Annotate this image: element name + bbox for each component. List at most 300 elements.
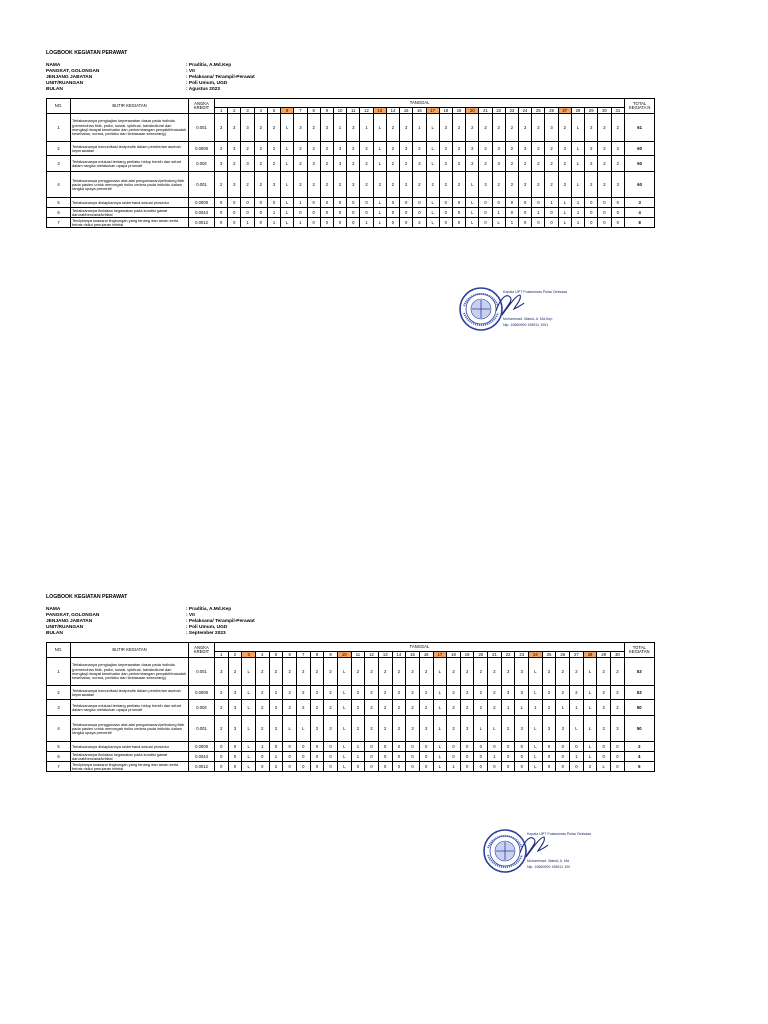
day-header: 3 (241, 108, 254, 114)
credit-value: 0.0008 (189, 142, 215, 156)
day-value: L (433, 686, 447, 700)
day-value: 0 (439, 208, 452, 218)
day-value: 0 (386, 208, 399, 218)
day-header: 11 (347, 108, 360, 114)
day-value: 2 (542, 658, 556, 686)
row-number: 7 (47, 762, 71, 772)
day-value: 0 (307, 208, 320, 218)
day-value: 2 (611, 700, 625, 716)
day-value: 3 (215, 658, 229, 686)
total-value: 50 (624, 700, 654, 716)
day-value: 2 (392, 658, 406, 686)
day-value: 2 (324, 686, 338, 700)
day-value: 0 (439, 218, 452, 228)
day-value: 0 (452, 208, 465, 218)
info-label: PANGKAT, GOLONGAN (46, 612, 100, 618)
day-value: L (466, 218, 479, 228)
day-value: 3 (519, 142, 532, 156)
day-value: 0 (296, 752, 310, 762)
day-value: 1 (571, 218, 584, 228)
row-number: 2 (47, 686, 71, 700)
day-value: 2 (365, 716, 379, 742)
day-value: 2 (373, 172, 386, 198)
day-header: 6 (283, 652, 297, 658)
day-value: 3 (439, 114, 452, 142)
day-value: 0 (570, 742, 584, 752)
day-value: 2 (460, 686, 474, 700)
day-value: 2 (378, 686, 392, 700)
day-header: 6 (281, 108, 294, 114)
day-value: 0 (333, 208, 346, 218)
day-value: 0 (333, 198, 346, 208)
day-value: 0 (254, 208, 267, 218)
signatory-nip: Nip. 19660909 198911 100 (527, 865, 571, 869)
day-value: L (488, 716, 502, 742)
day-value: L (583, 742, 597, 752)
day-value: 2 (413, 218, 426, 228)
info-value: : Poli Umum, UGD (186, 80, 228, 86)
day-header: 2 (228, 652, 242, 658)
day-value: 2 (310, 658, 324, 686)
day-value: 2 (254, 156, 267, 172)
day-value: 3 (347, 172, 360, 198)
day-value: 0 (488, 762, 502, 772)
day-header: 29 (597, 652, 611, 658)
day-value: 0 (501, 742, 515, 752)
day-value: 0 (413, 208, 426, 218)
activity-description: Terlaksananya komunikasi terapeutik dalam pemberian asuhan keperawatan (71, 686, 189, 700)
day-value: 3 (241, 156, 254, 172)
day-value: 0 (215, 742, 229, 752)
day-value: 0 (447, 742, 461, 752)
day-value: L (373, 198, 386, 208)
day-value: 1 (269, 752, 283, 762)
day-header: 10 (337, 652, 351, 658)
day-value: 2 (479, 142, 492, 156)
info-label: NAMA (46, 607, 61, 612)
logbook-sheet-september (46, 592, 654, 772)
day-header: 17 (433, 652, 447, 658)
day-value: 0 (542, 752, 556, 762)
day-value: 0 (400, 218, 413, 228)
day-value: 3 (320, 114, 333, 142)
info-value: : Agustus 2023 (186, 86, 220, 92)
day-value: 0 (501, 762, 515, 772)
day-value: L (242, 762, 256, 772)
day-value: 2 (378, 716, 392, 742)
activity-description: Terlaksananya tindakan kegawatan pada kondisi gawat darurat/bencana/kritikal (71, 752, 189, 762)
day-value: 2 (585, 142, 598, 156)
day-value: 2 (479, 156, 492, 172)
logbook-sheet-august (46, 48, 654, 228)
day-value: 2 (597, 700, 611, 716)
day-header: 18 (439, 108, 452, 114)
day-value: 1 (505, 218, 518, 228)
day-value: 3 (479, 172, 492, 198)
day-value: 2 (558, 156, 571, 172)
day-value: 2 (611, 686, 625, 700)
day-header: 26 (545, 108, 558, 114)
day-value: 0 (419, 762, 433, 772)
day-header: 3 (242, 652, 256, 658)
employee-info (46, 607, 654, 636)
day-value: 0 (545, 218, 558, 228)
day-value: 0 (585, 218, 598, 228)
day-value: 3 (310, 716, 324, 742)
table-row (47, 218, 655, 228)
day-value: 1 (241, 218, 254, 228)
day-value: 0 (585, 198, 598, 208)
day-value: 0 (296, 742, 310, 752)
info-label: NAMA (46, 63, 61, 68)
day-header: 31 (611, 108, 625, 114)
info-label: BULAN (46, 630, 63, 636)
day-value: 2 (254, 172, 267, 198)
day-value: 3 (400, 114, 413, 142)
day-value: 0 (378, 762, 392, 772)
day-value: 0 (611, 742, 625, 752)
day-value: 0 (269, 742, 283, 752)
table-row (47, 172, 655, 198)
day-value: 0 (492, 198, 505, 208)
info-value: : Praditia, A.Md.Kep (186, 607, 232, 612)
day-header: 25 (532, 108, 545, 114)
day-value: L (426, 114, 439, 142)
day-header: 10 (333, 108, 346, 114)
day-value: 2 (419, 658, 433, 686)
credit-value: 0.0008 (189, 198, 215, 208)
day-value: L (281, 172, 294, 198)
day-value: 0 (474, 752, 488, 762)
activity-description: Terlaksananya disiapkannya sederhana sesuai prosedur (71, 742, 189, 752)
day-value: L (529, 762, 543, 772)
day-value: L (281, 156, 294, 172)
total-value: 8 (625, 218, 655, 228)
info-value: : VII (186, 612, 195, 618)
day-value: 2 (611, 114, 625, 142)
day-value: 0 (460, 742, 474, 752)
day-value: 2 (439, 142, 452, 156)
day-value: 1 (351, 742, 365, 752)
header-date: TANGGAL (215, 643, 625, 652)
day-value: 0 (519, 208, 532, 218)
day-value: 2 (542, 700, 556, 716)
day-value: 0 (320, 208, 333, 218)
day-value: 2 (447, 686, 461, 700)
day-value: 0 (488, 742, 502, 752)
header-total: TOTAL KEGIATAN (624, 643, 654, 658)
day-value: 0 (598, 208, 611, 218)
day-value: 2 (255, 700, 269, 716)
day-value: 2 (386, 156, 399, 172)
activity-table (46, 98, 655, 228)
day-value: L (337, 658, 351, 686)
day-value: 0 (351, 762, 365, 772)
header-credit: ANGKA KREDIT (189, 99, 215, 114)
day-value: L (571, 142, 584, 156)
credit-value: 0.0008 (189, 742, 215, 752)
day-header: 22 (501, 652, 515, 658)
day-value: 3 (492, 142, 505, 156)
day-value: 0 (228, 762, 242, 772)
day-value: L (373, 114, 386, 142)
row-number: 5 (47, 742, 71, 752)
day-value: 2 (488, 658, 502, 686)
day-value: L (373, 208, 386, 218)
day-value: 2 (365, 700, 379, 716)
day-value: 2 (474, 658, 488, 686)
day-value: L (558, 198, 571, 208)
activity-description: Terlaksananya pengkajian keperawatan dasar pada individu (pemenuhan fisik, psiko, sosial, spiritual, transkultural dan mengkaji riwayat kesehatan dan perkembangan penyakit/masalah kesehatan, norma, perilaku dan kebiasaan seseorang) (71, 658, 189, 686)
day-value: L (571, 114, 584, 142)
activity-description: Terciptanya suasana lingkungan yang tenang dan aman serta bebas risiko penularan infeksi (71, 218, 189, 228)
day-value: 0 (556, 752, 570, 762)
day-value: 2 (466, 156, 479, 172)
day-value: 3 (269, 700, 283, 716)
row-number: 1 (47, 114, 71, 142)
day-value: L (337, 686, 351, 700)
day-value: 0 (479, 198, 492, 208)
day-value: 2 (241, 142, 254, 156)
day-value: 0 (347, 218, 360, 228)
day-value: 2 (598, 172, 611, 198)
day-value: 0 (254, 218, 267, 228)
info-label: UNIT/RUANGAN (46, 624, 84, 630)
day-value: 2 (611, 142, 625, 156)
day-header: 24 (519, 108, 532, 114)
day-value: L (433, 752, 447, 762)
day-value: 0 (611, 198, 625, 208)
day-value: 1 (267, 208, 280, 218)
day-value: 2 (378, 700, 392, 716)
day-value: 2 (598, 142, 611, 156)
day-value: 2 (519, 156, 532, 172)
day-value: L (281, 218, 294, 228)
credit-value: 0.0043 (189, 208, 215, 218)
day-value: 0 (406, 762, 420, 772)
day-value: 0 (392, 762, 406, 772)
credit-value: 0.001 (189, 172, 215, 198)
table-row (47, 752, 655, 762)
activity-description: Terlaksananya disiapkannya sederhana sesuai prosedur (71, 198, 189, 208)
header-row (47, 99, 655, 108)
day-value: 2 (269, 658, 283, 686)
day-value: L (296, 716, 310, 742)
day-value: 2 (267, 156, 280, 172)
day-value: 2 (320, 156, 333, 172)
day-header: 18 (447, 652, 461, 658)
day-value: 2 (283, 658, 297, 686)
day-value: 0 (452, 218, 465, 228)
day-value: 2 (307, 114, 320, 142)
day-value: L (337, 752, 351, 762)
signatory-nip: Nip. 19660909 198911 1001 (503, 323, 549, 327)
day-header: 30 (611, 652, 625, 658)
total-value: 4 (625, 208, 655, 218)
day-value: 0 (324, 762, 338, 772)
employee-info (46, 63, 654, 92)
day-value: 0 (392, 742, 406, 752)
total-value: 2 (624, 742, 654, 752)
day-value: 2 (310, 700, 324, 716)
day-value: L (466, 172, 479, 198)
day-value: L (283, 716, 297, 742)
day-value: 2 (542, 686, 556, 700)
day-value: 0 (598, 218, 611, 228)
header-activity: BUTIR KEGIATAN (71, 99, 189, 114)
day-value: 2 (228, 658, 242, 686)
day-value: L (337, 742, 351, 752)
day-value: 0 (597, 742, 611, 752)
day-value: 2 (570, 686, 584, 700)
info-label: UNIT/RUANGAN (46, 80, 84, 86)
day-value: 2 (532, 172, 545, 198)
table-row (47, 142, 655, 156)
day-value: 0 (228, 198, 241, 208)
day-value: L (558, 218, 571, 228)
day-header: 20 (474, 652, 488, 658)
day-value: 3 (611, 172, 625, 198)
day-value: 0 (519, 218, 532, 228)
day-value: 0 (611, 752, 625, 762)
day-value: 2 (556, 658, 570, 686)
signatory-name: Muhammad. Wakid, A. Md (527, 859, 570, 863)
table-row (47, 114, 655, 142)
day-value: 2 (583, 762, 597, 772)
credit-value: 0.001 (189, 716, 215, 742)
day-value: 1 (447, 762, 461, 772)
day-value: 0 (360, 198, 373, 208)
day-value: 0 (283, 742, 297, 752)
logbook-title: LOGBOOK KEGIATAN PERAWAT (46, 594, 128, 600)
info-label: JENJANG JABATAN (46, 74, 93, 80)
day-value: 2 (296, 686, 310, 700)
day-value: 0 (519, 198, 532, 208)
day-value: L (466, 198, 479, 208)
day-value: 2 (386, 142, 399, 156)
day-value: 1 (492, 208, 505, 218)
total-value: 5 (624, 762, 654, 772)
day-value: 2 (426, 172, 439, 198)
day-header: 14 (392, 652, 406, 658)
day-value: 0 (378, 752, 392, 762)
row-number: 6 (47, 752, 71, 762)
day-value: 2 (466, 114, 479, 142)
day-value: 0 (419, 742, 433, 752)
day-value: 3 (406, 716, 420, 742)
day-value: 3 (307, 156, 320, 172)
day-value: 1 (351, 752, 365, 762)
info-label: PANGKAT, GOLONGAN (46, 68, 100, 74)
day-value: L (337, 700, 351, 716)
day-value: L (281, 198, 294, 208)
day-value: 0 (347, 198, 360, 208)
day-value: L (426, 218, 439, 228)
credit-value: 0.0012 (189, 218, 215, 228)
day-value: 2 (452, 172, 465, 198)
day-value: 2 (294, 156, 307, 172)
day-header: 25 (542, 652, 556, 658)
day-value: 3 (545, 114, 558, 142)
day-header: 17 (426, 108, 439, 114)
table-row (47, 762, 655, 772)
day-value: 2 (406, 700, 420, 716)
day-header: 19 (452, 108, 465, 114)
day-header: 15 (400, 108, 413, 114)
total-value: 60 (625, 172, 655, 198)
credit-value: 0.004 (189, 700, 215, 716)
day-value: 0 (515, 762, 529, 772)
day-value: 0 (296, 762, 310, 772)
day-value: 3 (294, 114, 307, 142)
day-value: 2 (597, 716, 611, 742)
day-header: 12 (360, 108, 373, 114)
day-value: L (426, 198, 439, 208)
day-value: 0 (365, 752, 379, 762)
day-header: 1 (215, 652, 229, 658)
credit-value: 0.0012 (189, 762, 215, 772)
day-value: L (492, 218, 505, 228)
header-no: NO. (47, 643, 71, 658)
day-value: 2 (228, 114, 241, 142)
table-row (47, 156, 655, 172)
day-value: 2 (215, 700, 229, 716)
day-header: 12 (365, 652, 379, 658)
day-value: 2 (392, 716, 406, 742)
day-value: 1 (360, 218, 373, 228)
day-value: 2 (532, 156, 545, 172)
day-value: 0 (378, 742, 392, 752)
day-value: 1 (360, 114, 373, 142)
day-value: 2 (294, 172, 307, 198)
day-value: 3 (347, 114, 360, 142)
day-value: 0 (310, 762, 324, 772)
day-value: 3 (515, 716, 529, 742)
day-value: 2 (597, 686, 611, 700)
day-value: 1 (267, 218, 280, 228)
day-value: 0 (556, 762, 570, 772)
day-value: 2 (365, 686, 379, 700)
activity-description: Terlaksananya tindakan kegawatan pada kondisi gawat darurat/bencana/kritikal (71, 208, 189, 218)
day-value: 2 (255, 686, 269, 700)
day-value: 1 (413, 114, 426, 142)
day-header: 13 (378, 652, 392, 658)
activity-description: Terlaksananya komunikasi terapeutik dalam pemberian asuhan keperawatan (71, 142, 189, 156)
activity-table (46, 642, 655, 772)
day-value: 2 (307, 142, 320, 156)
day-value: 2 (365, 658, 379, 686)
day-value: L (373, 142, 386, 156)
day-value: L (474, 716, 488, 742)
day-value: 2 (294, 142, 307, 156)
day-value: 0 (365, 742, 379, 752)
day-value: 0 (611, 762, 625, 772)
day-value: 0 (460, 752, 474, 762)
day-value: 2 (269, 686, 283, 700)
day-header: 7 (294, 108, 307, 114)
day-value: L (242, 752, 256, 762)
day-value: 0 (406, 752, 420, 762)
day-header: 1 (215, 108, 228, 114)
day-value: 0 (307, 198, 320, 208)
day-value: 0 (479, 208, 492, 218)
day-value: L (281, 208, 294, 218)
day-value: 2 (447, 700, 461, 716)
day-value: 0 (515, 742, 529, 752)
day-value: 2 (532, 142, 545, 156)
day-value: 2 (241, 172, 254, 198)
day-value: 1 (294, 198, 307, 208)
